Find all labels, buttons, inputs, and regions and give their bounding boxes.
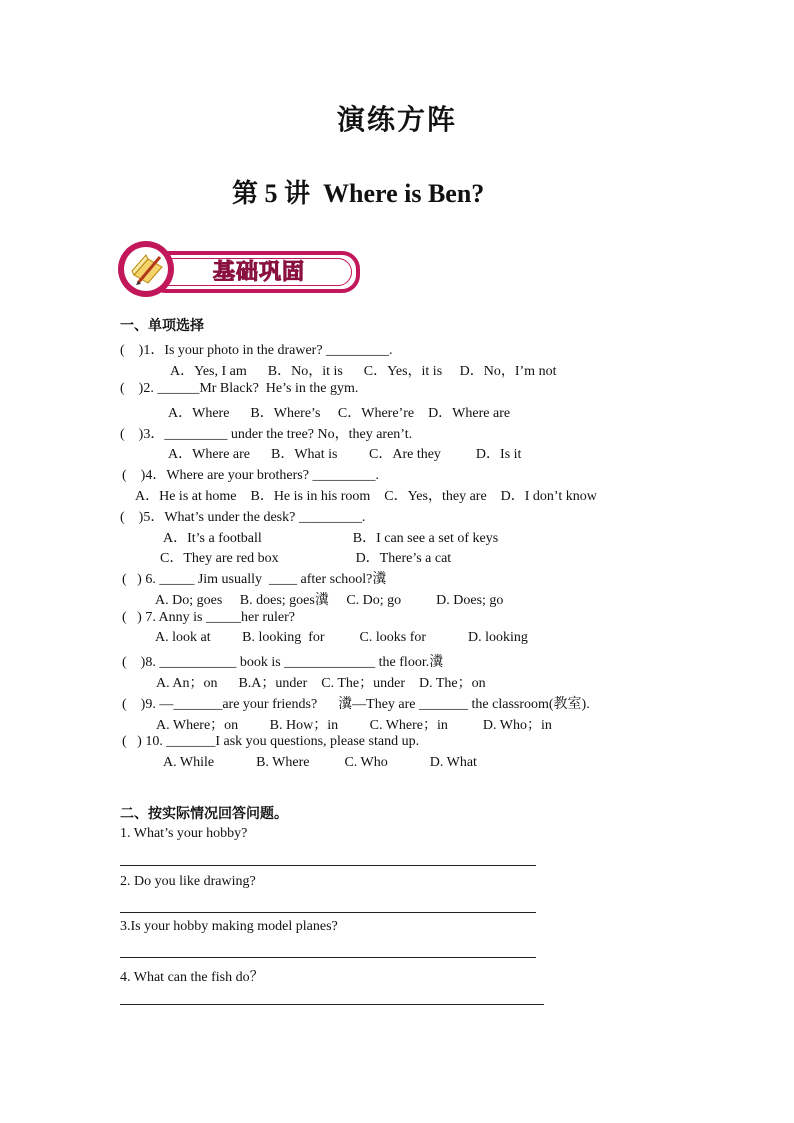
- options-line: A．It’s a football B．I can see a set of keys: [163, 531, 499, 546]
- options-line: A. Where；on B. How；in C. Where；in D. Who；in: [156, 718, 552, 733]
- options-line: C．They are red box D．There’s a cat: [160, 551, 452, 566]
- options-line: A. While B. Where C. Who D. What: [163, 755, 477, 770]
- question-line: ( )4．Where are your brothers? _________.: [122, 468, 379, 483]
- question-2: 2. Do you like drawing?: [120, 874, 256, 889]
- answer-line-2[interactable]: [120, 912, 536, 913]
- book-pencil-icon: [118, 241, 174, 297]
- question-line: ( ) 6. _____ Jim usually ____ after school?瀵: [122, 572, 387, 587]
- question-line: ( )1．Is your photo in the drawer? _________.: [120, 343, 393, 358]
- banner-label: 基础巩固: [213, 260, 306, 285]
- question-line: ( )5．What’s under the desk? _________.: [120, 510, 366, 525]
- question-line: ( )2. ______Mr Black? He’s in the gym.: [120, 381, 359, 396]
- question-1: 1. What’s your hobby?: [120, 826, 248, 841]
- question-line: ( ) 7. Anny is _____her ruler?: [122, 610, 296, 625]
- section2-title: 二、按实际情况回答问题。: [120, 806, 288, 822]
- lesson-title: 第 5 讲 Where is Ben?: [232, 179, 485, 208]
- question-line: ( )3．_________ under the tree? No，they aren’t.: [120, 427, 413, 442]
- page-title: 演练方阵: [336, 105, 457, 136]
- question-3: 3.Is your hobby making model planes?: [120, 919, 338, 934]
- answer-line-1[interactable]: [120, 865, 536, 866]
- answer-line-4[interactable]: [120, 1004, 544, 1005]
- options-line: A. Do; goes B. does; goes瀵 C. Do; go D. Does; go: [155, 593, 504, 608]
- options-line: A．Where are B．What is C．Are they D．Is it: [168, 447, 522, 462]
- options-line: A. look at B. looking for C. looks for D. looking: [155, 630, 528, 645]
- question-line: ( )9. —_______are your friends? 瀵—They are _______ the classroom(教室).: [122, 697, 590, 712]
- options-line: A. An；on B.A；under C. The；under D. The；on: [156, 676, 486, 691]
- section-banner: [118, 241, 360, 297]
- question-line: ( )8. ___________ book is _____________ the floor.瀵: [122, 655, 444, 670]
- question-line: ( ) 10. _______I ask you questions, please stand up.: [122, 734, 420, 749]
- section1-title: 一、单项选择: [120, 318, 204, 334]
- options-line: A．Where B．Where’s C．Where’re D．Where are: [168, 406, 511, 421]
- options-line: A．He is at home B．He is in his room C．Yes，they are D．I don’t know: [135, 489, 597, 504]
- options-line: A．Yes, I am B．No，it is C．Yes，it is D．No，I’m not: [170, 364, 557, 379]
- answer-line-3[interactable]: [120, 957, 536, 958]
- question-4: 4. What can the fish do？: [120, 970, 264, 985]
